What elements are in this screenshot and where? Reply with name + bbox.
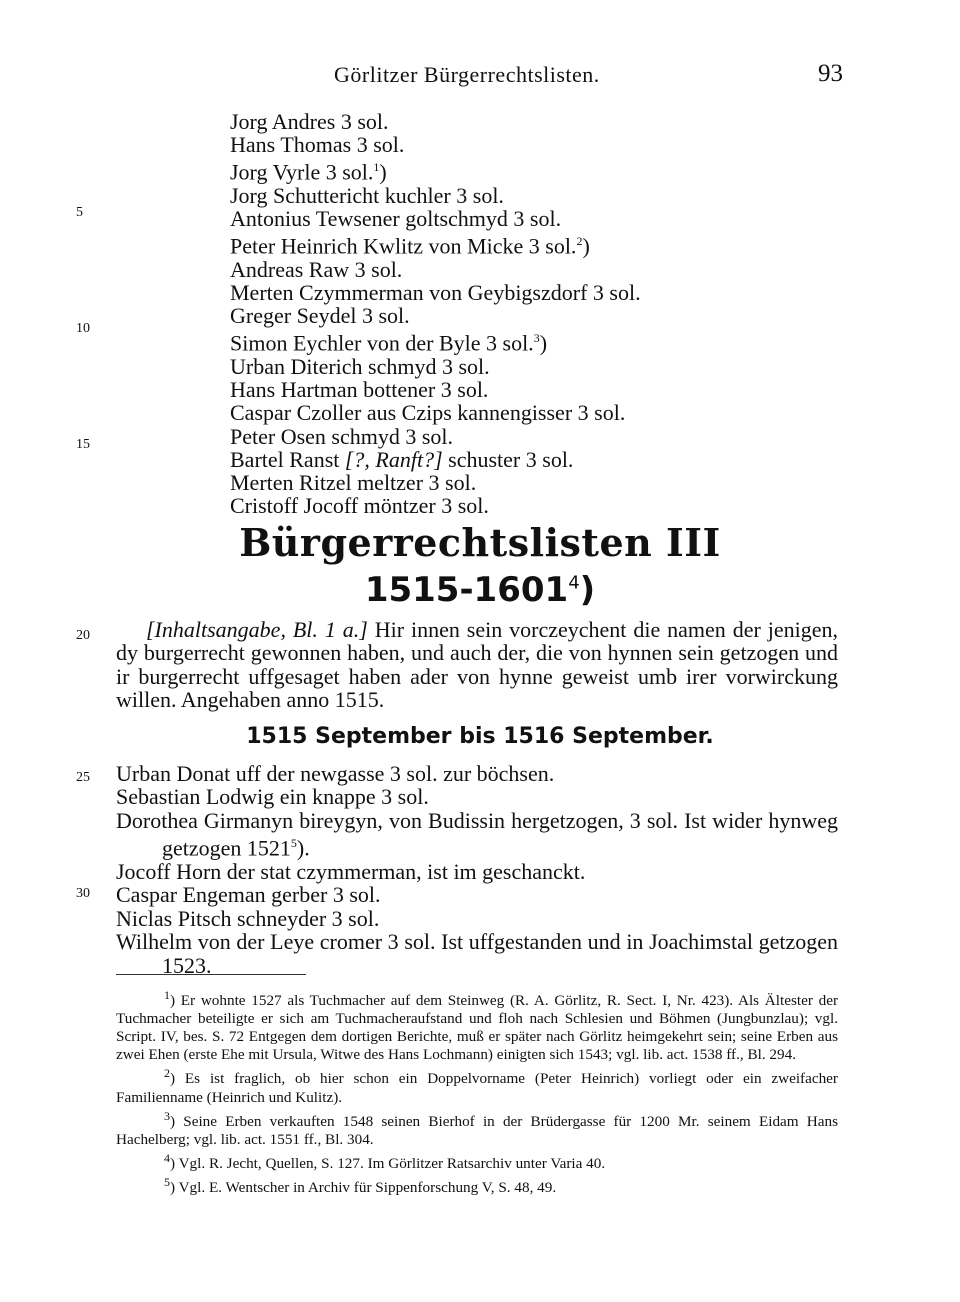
footnote-ref: 3: [533, 331, 540, 346]
entry-text: Bartel Ranst: [230, 446, 345, 472]
list-item: Simon Eychler von der Byle 3 sol.$^3$): [230, 330, 548, 356]
footnote-ref: 5: [290, 836, 297, 851]
period-heading: 1515 September bis 1516 September.: [246, 724, 714, 749]
line-number-15: 15: [76, 437, 90, 452]
intro-paragraph: [116, 618, 838, 712]
entry-text: Peter Heinrich Kwlitz von Micke 3 sol.: [230, 233, 577, 259]
footnote-ref: 4: [568, 572, 580, 594]
intro-text: Hir innen sein vorczeychent die namen der jenigen, dy burgerrecht gewonnen haben, und auch der, die von hynnen sein getzogen und ir burgerrecht uffgesaget haben ader von hynne geweist umb irer vorwirckung willen. Angehaben anno 1515.: [116, 617, 838, 713]
footnote-text: ) Vgl. E. Wentscher in Archiv für Sippenforschung V, S. 48, 49.: [170, 1179, 557, 1197]
list-item: Merten Czymmerman von Geybigszdorf 3 sol.: [230, 280, 641, 306]
footnote-text: ) Er wohnte 1527 als Tuchmacher auf dem Steinweg (R. A. Görlitz, R. Sect. I, Nr. 423). Als Ältester der Tuchmacher beteiligte er sich am Tuchmacheraufstand und floh nach Schlesien und Böhmen (Jungbunzlau); vgl. Script. IV, bes. S. 72 Entgegen dem dortigen Berichte, muß er später nach Görlitz heimgekehrt sein; seine Erben aus zwei Ehen (erste Ehe mit Ursula, Witwe des Hans Lochmann) einigten sich 1543; vgl. lib. act. 1538 ff., Bl. 294.: [116, 992, 838, 1064]
footnote-divider: [116, 974, 306, 975]
footnote-mark: 5: [164, 1175, 170, 1190]
line-number-20: 20: [76, 628, 90, 643]
footnote: [116, 1173, 838, 1197]
footnote-mark: 2: [164, 1066, 170, 1081]
list-item: Urban Donat uff der newgasse 3 sol. zur böchsen.: [116, 761, 555, 786]
source-citation: [Inhaltsangabe, Bl. 1 a.]: [146, 617, 368, 642]
list-item: Peter Heinrich Kwlitz von Micke 3 sol.$^2$): [230, 233, 590, 259]
footnotes: [116, 986, 838, 1197]
list-item: Hans Thomas 3 sol.: [230, 132, 405, 158]
section-years: 1515-1601$^4$): [364, 570, 596, 610]
list-item: Andreas Raw 3 sol.: [230, 256, 403, 282]
footnote-mark: 4: [164, 1150, 170, 1165]
entry-text: Jorg Vyrle 3 sol.: [230, 159, 374, 185]
list-item: Cristoff Jocoff möntzer 3 sol.: [230, 493, 489, 519]
footnote-mark: 1: [164, 988, 170, 1002]
list-item: Urban Diterich schmyd 3 sol.: [230, 354, 490, 380]
footnote: [116, 1064, 838, 1106]
list-item: Peter Osen schmyd 3 sol.: [230, 423, 454, 449]
citizen-list-1: [230, 110, 870, 517]
list-item: Merten Ritzel meltzer 3 sol.: [230, 470, 477, 496]
list-item: Jorg Schuttericht kuchler 3 sol.: [230, 182, 504, 208]
footnote: [116, 986, 838, 1064]
list-item: Niclas Pitsch schneyder 3 sol.: [116, 905, 380, 931]
list-item: Jorg Vyrle 3 sol.$^1$): [230, 159, 387, 185]
list-item: Hans Hartman bottener 3 sol.: [230, 377, 489, 403]
list-item: Caspar Engeman gerber 3 sol.: [116, 882, 381, 908]
citizen-list-2: [116, 762, 838, 977]
running-head: Görlitzer Bürgerrechtslisten.: [334, 62, 600, 87]
section-title: Bürgerrechtslisten III: [239, 520, 721, 565]
entry-text: Dorothea Girmanyn bireygyn, von Budissin hergetzogen, 3 sol. Ist wider hynweg getzogen 1521: [116, 807, 838, 861]
year-range: 1515-1601: [364, 570, 569, 610]
list-item: Caspar Czoller aus Czips kannengisser 3 sol.: [230, 400, 626, 426]
footnote: [116, 1107, 838, 1149]
list-item: Wilhelm von der Leye cromer 3 sol. Ist uffgestanden und in Joachimstal getzogen 1523.: [116, 929, 838, 978]
list-item: Antonius Tewsener goltschmyd 3 sol.: [230, 206, 562, 232]
list-item: Jocoff Horn der stat czymmerman, ist im geschanckt.: [116, 858, 586, 884]
footnote-text: ) Vgl. R. Jecht, Quellen, S. 127. Im Görlitzer Ratsarchiv unter Varia 40.: [170, 1155, 606, 1172]
footnote: [116, 1149, 838, 1173]
list-item: Jorg Andres 3 sol.: [230, 109, 389, 134]
entry-text: Simon Eychler von der Byle 3 sol.: [230, 330, 534, 356]
footnote-text: ) Seine Erben verkauften 1548 seinen Bierhof in der Brüdergasse für 1200 Mr. seinem Eidam Hans Hachelberg; vgl. lib. act. 1551 ff., Bl. 304.: [116, 1112, 838, 1148]
list-item: [116, 809, 838, 860]
footnote-ref: 1: [373, 160, 380, 175]
page-number: 93: [818, 60, 843, 87]
editorial-note: [?, Ranft?]: [344, 446, 443, 472]
line-number-25: 25: [76, 770, 90, 785]
list-item: Greger Seydel 3 sol.: [230, 303, 410, 329]
line-number-5: 5: [76, 205, 83, 220]
footnote-text: ) Es ist fraglich, ob hier schon ein Doppelvorname (Peter Heinrich) vorliegt oder ein zweifacher Familienname (Heinrich und Kulitz).: [116, 1070, 838, 1106]
line-number-30: 30: [76, 886, 90, 901]
footnote-ref: 2: [576, 234, 583, 249]
entry-text: schuster 3 sol.: [442, 446, 574, 472]
list-item: Sebastian Lodwig ein knappe 3 sol.: [116, 784, 429, 810]
list-item: [230, 448, 870, 471]
entry-text: ).: [296, 835, 310, 861]
line-number-10: 10: [76, 321, 90, 336]
footnote-mark: 3: [164, 1108, 170, 1123]
